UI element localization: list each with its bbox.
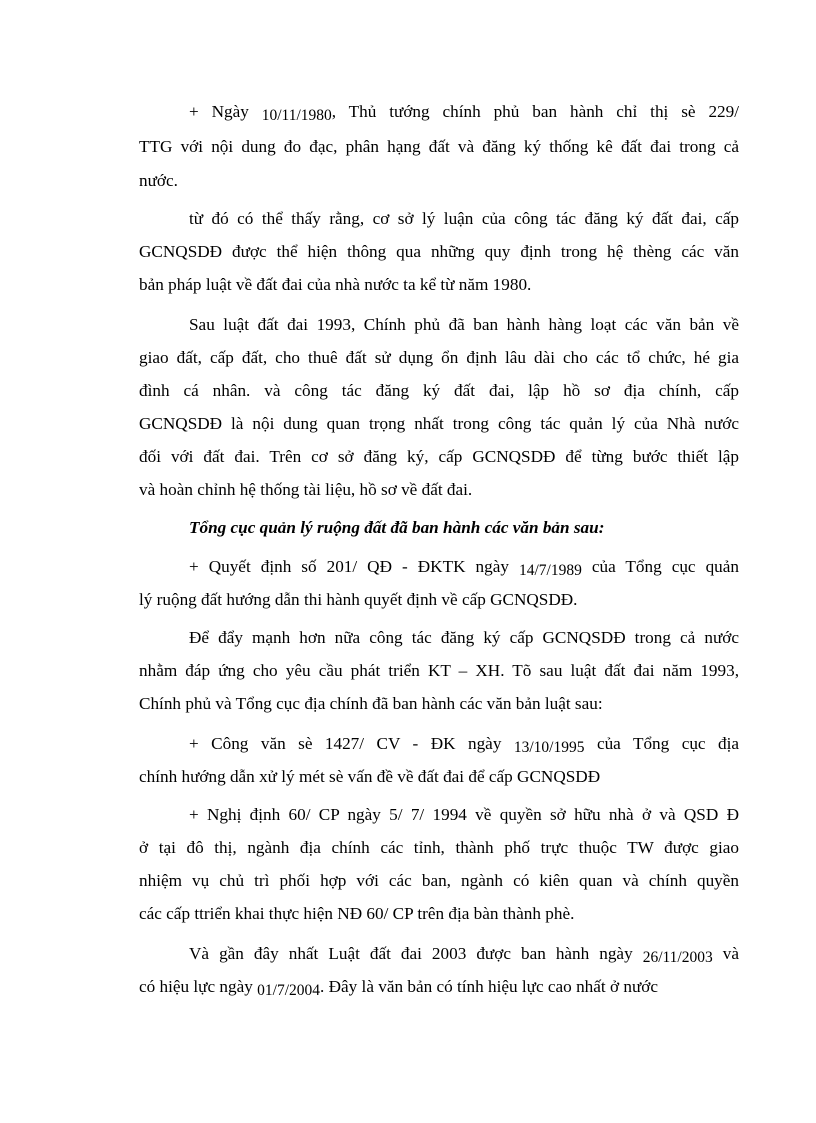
paragraph-6-line-2: chính hướng dẫn xử lý mét sè vấn đề về đất đai để cấp GCNQSDĐ bbox=[139, 767, 601, 786]
text-run: của Tổng cục địa bbox=[584, 734, 739, 753]
text-run: và bbox=[712, 944, 739, 963]
text-run: có hiệu lực ngày bbox=[139, 977, 258, 996]
paragraph-4-line-1 bbox=[189, 556, 739, 578]
paragraph-1-line-2: TTG với nội dung đo đạc, phân hạng đất và đăng ký thống kê đất đai trong cả bbox=[139, 137, 739, 156]
paragraph-8-line-1 bbox=[189, 943, 739, 965]
paragraph-3-line-6: và hoàn chỉnh hệ thống tài liệu, hồ sơ về đất đai. bbox=[139, 480, 473, 499]
text-run: + Ngày bbox=[189, 102, 262, 121]
text-run: , Thủ tướng chính phủ ban hành chỉ thị sè 229/ bbox=[331, 102, 739, 121]
date-run: 01/7/2004 bbox=[257, 982, 321, 998]
paragraph-4-line-2: lý ruộng đất hướng dẫn thi hành quyết định về cấp GCNQSDĐ. bbox=[139, 590, 578, 609]
paragraph-5-line-3: Chính phủ và Tổng cục địa chính đã ban hành các văn bản luật sau: bbox=[139, 694, 603, 713]
paragraph-7-line-3: nhiệm vụ chủ trì phối hợp với các ban, ngành có kiên quan và chính quyền bbox=[139, 871, 739, 890]
text-run: . Đây là văn bản có tính hiệu lực cao nhất ở nước bbox=[320, 977, 658, 996]
text-run: Và gần đây nhất Luật đất đai 2003 được ban hành ngày bbox=[189, 944, 643, 963]
text-run: + Công văn sè 1427/ CV - ĐK ngày bbox=[189, 734, 514, 753]
date-run: 14/7/1989 bbox=[518, 562, 582, 578]
paragraph-3-line-3: đình cá nhân. và công tác đăng ký đất đai, lập hồ sơ địa chính, cấp bbox=[139, 381, 739, 400]
paragraph-2-line-2: GCNQSDĐ được thể hiện thông qua những quy định trong hệ thèng các văn bbox=[139, 242, 739, 261]
paragraph-3-line-1: Sau luật đất đai 1993, Chính phủ đã ban hành hàng loạt các văn bản về bbox=[189, 315, 739, 334]
paragraph-1-line-1 bbox=[189, 101, 739, 123]
paragraph-2-line-3: bản pháp luật về đất đai của nhà nước ta kể từ năm 1980. bbox=[139, 275, 532, 294]
paragraph-6-line-1 bbox=[189, 733, 739, 755]
paragraph-3-line-2: giao đất, cấp đất, cho thuê đất sử dụng ổn định lâu dài cho các tổ chức, hé gia bbox=[139, 348, 739, 367]
date-run: 10/11/1980 bbox=[261, 107, 332, 123]
text-run: + Quyết định số 201/ QĐ - ĐKTK ngày bbox=[189, 557, 519, 576]
paragraph-3-line-4: GCNQSDĐ là nội dung quan trọng nhất trong công tác quản lý của Nhà nước bbox=[139, 414, 739, 433]
paragraph-5-line-1: Để đẩy mạnh hơn nữa công tác đăng ký cấp GCNQSDĐ trong cả nước bbox=[189, 628, 739, 647]
paragraph-1-line-3: nước. bbox=[139, 171, 178, 190]
text-run: của Tổng cục quản bbox=[581, 557, 739, 576]
date-run: 13/10/1995 bbox=[513, 739, 585, 755]
paragraph-7-line-1: + Nghị định 60/ CP ngày 5/ 7/ 1994 về quyền sở hữu nhà ở và QSD Đ bbox=[189, 805, 739, 824]
paragraph-7-line-2: ở tại đô thị, ngành địa chính các tỉnh, thành phố trực thuộc TW được giao bbox=[139, 838, 739, 857]
paragraph-8-line-2 bbox=[139, 976, 735, 998]
date-run: 26/11/2003 bbox=[642, 949, 713, 965]
paragraph-5-line-2: nhằm đáp ứng cho yêu cầu phát triển KT – XH. Tõ sau luật đất đai năm 1993, bbox=[139, 661, 739, 680]
paragraph-7-line-4: các cấp ttriển khai thực hiện NĐ 60/ CP trên địa bàn thành phè. bbox=[139, 904, 575, 923]
section-heading: Tổng cục quản lý ruộng đất đã ban hành các văn bản sau: bbox=[189, 518, 605, 537]
paragraph-2-line-1: từ đó có thể thấy rằng, cơ sở lý luận của công tác đăng ký đất đai, cấp bbox=[189, 209, 739, 228]
paragraph-3-line-5: đối với đất đai. Trên cơ sở đăng ký, cấp GCNQSDĐ để từng bước thiết lập bbox=[139, 447, 739, 466]
